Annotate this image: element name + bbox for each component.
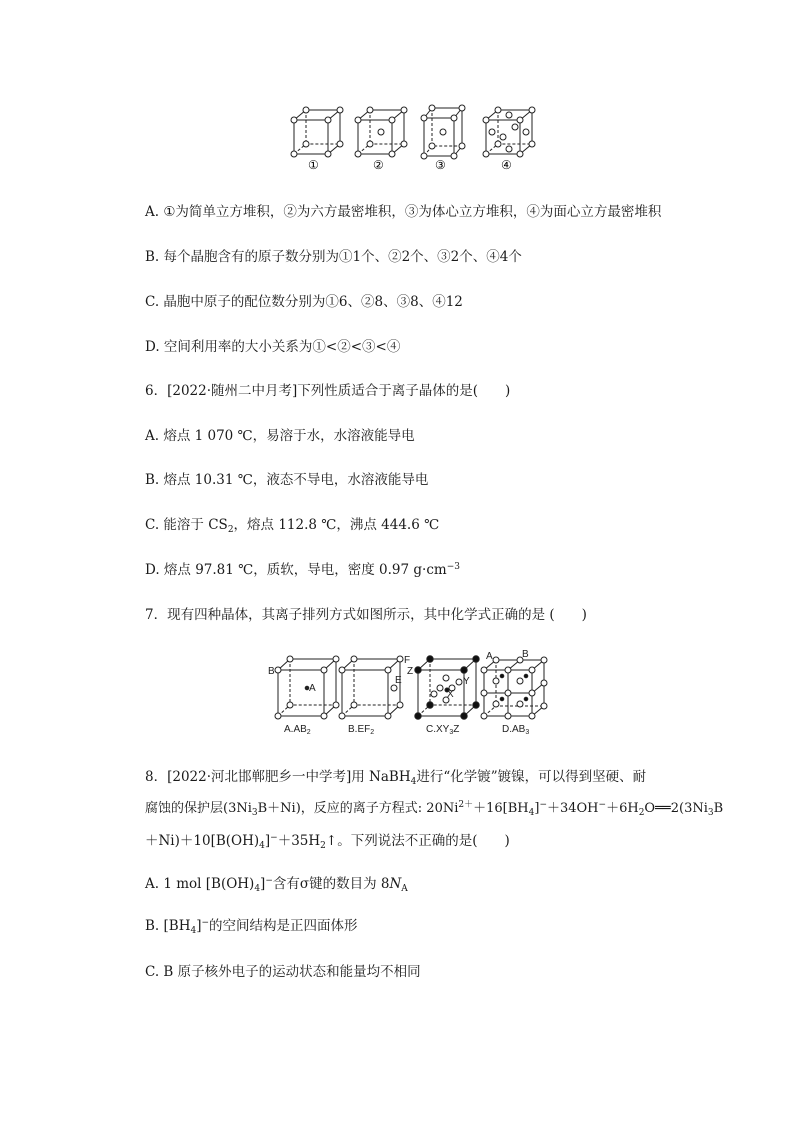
q6-option-d-text: D. 熔点 97.81 ℃，质软，导电，密度 0.97 g·cm [145,562,447,578]
q8-line2-h: B [713,801,724,816]
q6-option-a: A. 熔点 1 070 ℃，易溶于水，水溶液能导电 [145,428,415,444]
cell-1 [294,110,340,154]
cell-d-letter-a: A [486,651,493,662]
q8-a-text: A. 1 mol [B(OH) [145,876,255,892]
caption-b: $B.EF_2$ [348,724,375,736]
q6-option-b: B. 熔点 10.31 ℃，液态不导电，水溶液能导电 [145,472,429,488]
q8-line3-c: ＋35H [277,833,321,849]
q8-stem-line-1 [145,765,646,787]
cell-b-letter-f: F [404,655,411,666]
q8-b-sub: 4 [190,926,197,936]
q8-a-sub2: A [401,884,408,894]
caption-c: $C.XY_3Z$ [426,724,460,736]
q8-option-b [145,914,358,936]
q8-a-italic: N [389,876,402,892]
cell-a-letter-a: A [309,683,316,694]
q6-option-d-sup: −3 [446,562,460,572]
q8-line3-sub1: 4 [259,841,265,851]
q8-a-rest: 含有σ键的数目为 8 [272,876,390,892]
q8-a-sub: 4 [254,884,261,894]
q8-line2-d: ] [534,801,540,816]
q8-line2-b: B＋Ni)，反应的离子方程式: 20Ni [257,801,459,816]
q8-line3-d: ↑。下列说法不正确的是( ) [325,833,510,849]
q8-line2-e: ＋34OH [546,801,599,816]
q6-stem: 6．[2022·随州二中月考]下列性质适合于离子晶体的是( ) [145,383,511,399]
q8-line1-sub: 4 [410,777,417,787]
q5-option-d: D. 空间利用率的大小关系为①<②<③<④ [145,339,401,355]
cell-c-letter-z: Z [407,666,414,677]
q8-line2-sub3: 2 [638,808,645,818]
q5-option-c: C. 晶胞中原子的配位数分别为①6、②8、③8、④12 [145,294,463,310]
cell-a-letter-b: B [268,666,275,677]
q8-a-sup: − [265,876,273,886]
q8-line3-sup1: − [270,833,278,843]
cell-d-letter-b: B [522,650,529,660]
q8-line2-f: ＋6H [606,801,639,816]
q8-stem-line-2 [145,797,723,818]
q7-stem: 7．现有四种晶体，其离子排列方式如图所示，其中化学式正确的是 ( ) [145,607,587,623]
q8-option-a [145,872,408,894]
q6-option-c [145,513,439,535]
q8-line1-rest: 进行“化学镀”镀镍，可以得到坚硬、耐 [416,769,647,785]
q6-option-c-rest: ，熔点 112.8 ℃，沸点 444.6 ℃ [233,517,440,533]
q8-line2-sub4: 3 [707,808,714,818]
q8-line2-sub1: 3 [251,808,258,818]
q5-option-b: B. 每个晶胞含有的原子数分别为①1个、②2个、③2个、④4个 [145,249,522,265]
q8-b-text: B. [BH [145,918,191,934]
cell-c-letter-y: Y [463,676,470,687]
caption-a: $A.AB_2$ [284,724,311,736]
fig1-label-4: ④ [501,158,512,172]
q6-option-d [145,558,460,578]
q8-line2-sub2: 4 [528,808,535,818]
q6-option-c-text: C. 能溶于 CS [145,517,228,533]
q5-option-a: A. ①为简单立方堆积，②为六方最密堆积，③为体心立方堆积，④为面心立方最密堆积 [145,204,662,220]
q6-option-c-sub: 2 [227,525,234,535]
fig1-label-2: ② [373,158,384,172]
fig1-label-3: ③ [435,158,446,172]
q8-b-sup: − [201,918,210,928]
cell-b-letter-e: E [395,675,402,686]
q8-line3-sub2: 2 [320,841,326,851]
q8-b-mid: ] [196,918,202,934]
q8-stem-line-3 [145,829,510,851]
q8-line1-text: 8．[2022·河北邯郸肥乡一中学考]用 NaBH [145,769,411,785]
fig1-label-1: ① [308,158,319,172]
q8-line2-g: O══2(3Ni [644,801,708,816]
q8-line3-a: ＋Ni)＋10[B(OH) [145,833,260,849]
q8-line3-b: ] [264,833,271,849]
q8-line2-c: ＋16[BH [473,801,529,816]
q8-line2-sup1: 2＋ [458,800,474,810]
crystal-structures-figure [288,103,538,173]
caption-d: $D.AB_3$ [502,724,530,736]
cell-c-letter-x: X [447,689,454,700]
q8-line2-sup2: − [539,800,547,810]
q8-b-rest: 的空间结构是正四面体形 [209,918,358,934]
q8-a-mid: ] [260,876,266,892]
q8-line2-sup3: − [598,800,607,810]
ion-arrangement-figure [262,650,552,738]
q8-option-c: C. B 原子核外电子的运动状态和能量均不相同 [145,964,421,980]
q8-line2-a: 腐蚀的保护层(3Ni [145,801,252,816]
